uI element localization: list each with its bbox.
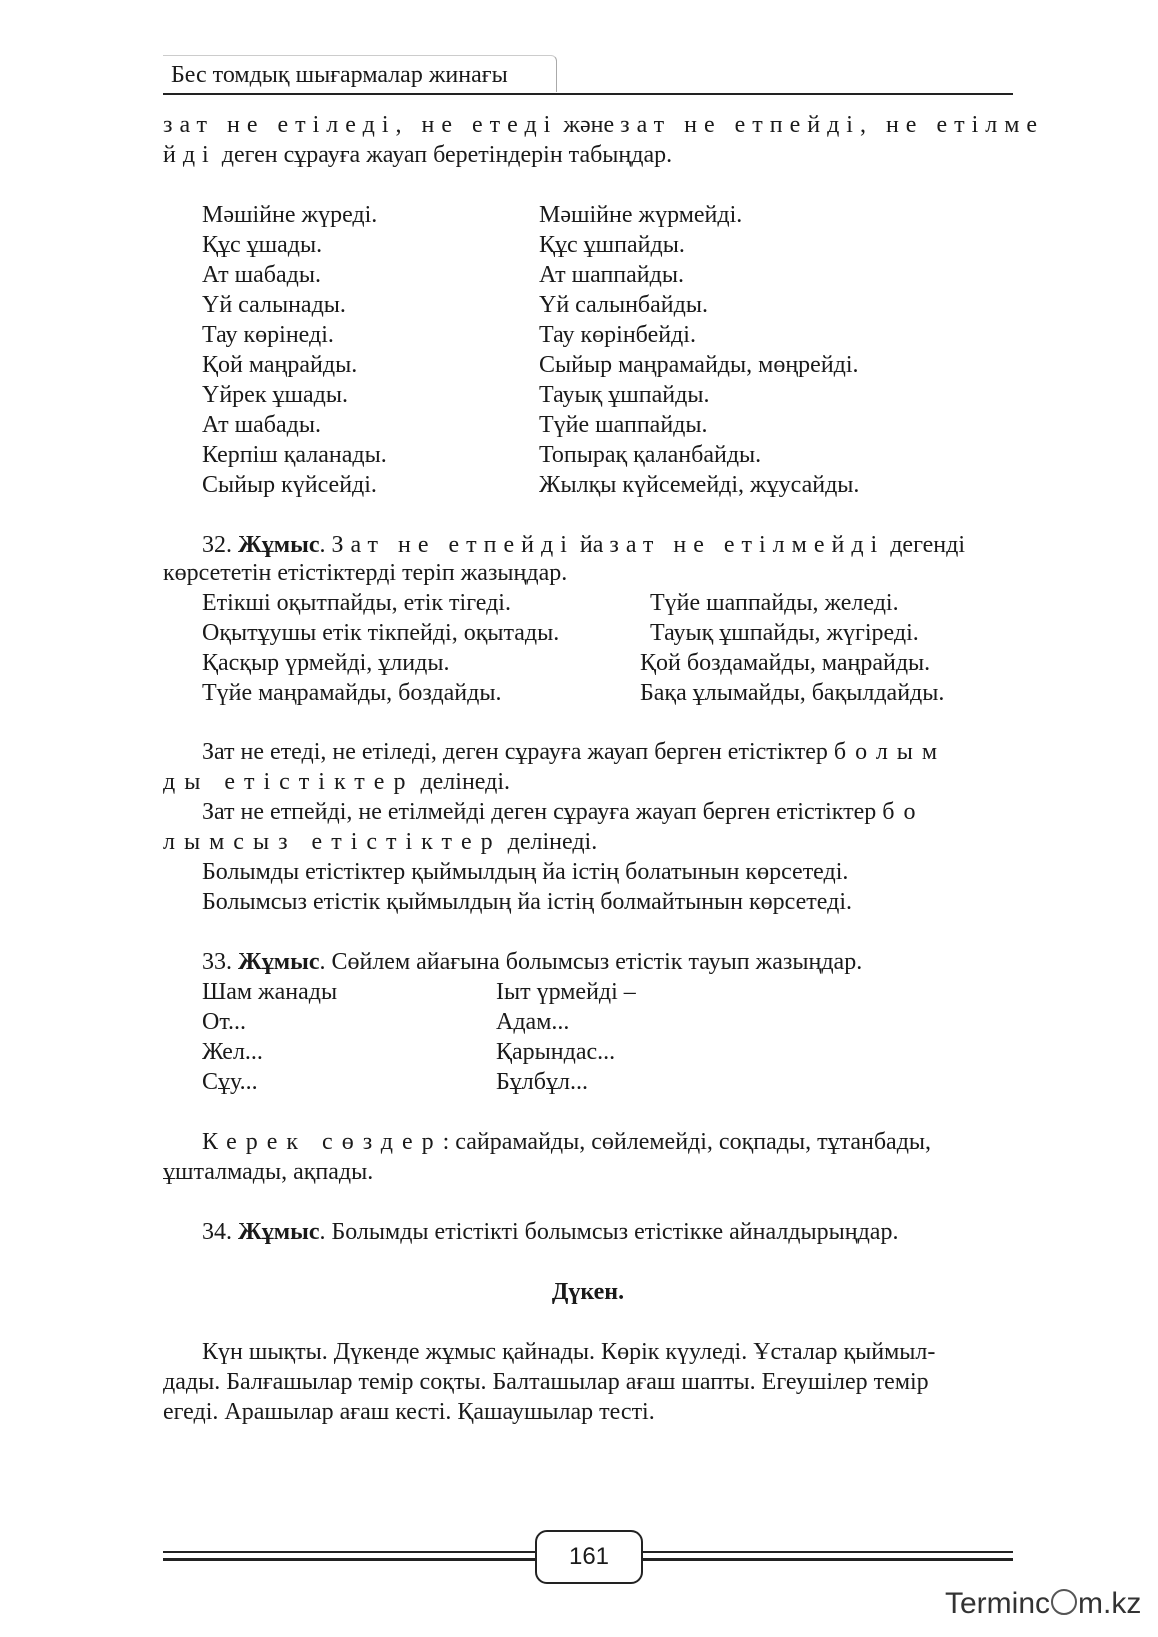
intro-line-2 [163, 143, 672, 167]
page-number-badge [535, 1530, 643, 1584]
rule-paragraph-1 [202, 740, 946, 764]
pair-left: Мәшійне жүреді. [202, 202, 378, 228]
exercise-label: Жұмыс [238, 1219, 320, 1245]
spaced-phrase: зат не етілмейді [609, 532, 885, 558]
pair-right: Қарындас... [496, 1039, 616, 1065]
exercise-33-heading [202, 950, 862, 974]
pair-right: Мәшійне жүрмейді. [539, 202, 743, 228]
pair-left: Шам жанады [202, 979, 338, 1005]
exercise-label: Жұмыс [238, 532, 320, 558]
pair-left: Етікші оқытпайды, етік тігеді. [202, 590, 511, 616]
page-number: 161 [568, 1543, 610, 1570]
rule-paragraph-2-line-2 [163, 830, 597, 854]
exercise-label: Жұмыс [238, 949, 320, 975]
pair-right: Бақа ұлымайды, бақылдайды. [640, 680, 945, 706]
spaced-phrase: Керек сөздер [202, 1129, 443, 1155]
pair-left: Түйе маңрамайды, боздайды. [202, 680, 502, 706]
needed-words: : сайрамайды, сөйлемейді, соқпады, тұтанбады, [442, 1129, 932, 1155]
site-watermark [945, 1587, 1141, 1621]
exercise-34-heading [202, 1220, 898, 1244]
story-line-2: дады. Балғашылар темір соқты. Балташылар ағаш шапты. Егеушілер темір [163, 1369, 929, 1395]
exercise-32-line-2: көрсететін етістіктерді теріп жазыңдар. [163, 560, 568, 586]
pair-right: Тау көрінбейді. [539, 322, 696, 348]
book-title: Бес томдық шығармалар жинағы [171, 62, 508, 88]
pair-left: Үйрек ұшады. [202, 382, 348, 408]
pair-left: Ат шабады. [202, 262, 321, 288]
needed-words-line-1 [202, 1130, 931, 1154]
pair-right: Тауық ұшпайды, жүгіреді. [650, 620, 919, 646]
pair-right: Бұлбұл... [496, 1069, 588, 1095]
pair-left: Сұу... [202, 1069, 258, 1095]
pair-left: Құс ұшады. [202, 232, 323, 258]
pair-right: Адам... [496, 1009, 570, 1035]
spaced-phrase: Зат не етпейді [331, 532, 574, 558]
pair-left: Ат шабады. [202, 412, 321, 438]
rule-paragraph-3: Болымды етістіктер қыймылдың йа істің болатынын көрсетеді. [202, 859, 849, 885]
spaced-phrase: ды етістіктер [163, 769, 415, 795]
rule-text: делінеді. [420, 769, 511, 795]
pair-left: От... [202, 1009, 247, 1035]
rule-text: Зат не етеді, не етіледі, деген сұрауға жауап берген етістіктер [202, 739, 828, 765]
story-line-1: Күн шықты. Дүкенде жұмыс қайнады. Көрік күуледі. Ұсталар қыймыл- [202, 1339, 936, 1365]
exercise-text: йа [579, 532, 604, 558]
pair-right: Түйе шаппайды. [539, 412, 708, 438]
pair-left: Керпіш қаланады. [202, 442, 387, 468]
watermark-prefix: Terminc [945, 1587, 1051, 1620]
exercise-text: . Болымды етістікті болымсыз етістікке айналдырыңдар. [319, 1219, 899, 1245]
pair-right: Ат шаппайды. [539, 262, 684, 288]
running-header [163, 55, 1013, 95]
exercise-text: . Сөйлем айағына болымсыз етістік тауып жазыңдар. [319, 949, 863, 975]
pair-left: Жел... [202, 1039, 263, 1065]
header-rule [163, 93, 1013, 95]
pair-right: Жылқы күйсемейді, жұусайды. [539, 472, 860, 498]
exercise-number: 34. [202, 1219, 232, 1245]
spaced-phrase: болым [833, 739, 947, 765]
exercise-number: 32. [202, 532, 232, 558]
exercise-32-heading: 32. Жұмыс. Зат не етпейді йа зат не етілмейді дегенді [202, 532, 965, 558]
pair-right: Сыйыр маңрамайды, мөңрейді. [539, 352, 859, 378]
magnifier-icon [1051, 1589, 1077, 1615]
story-line-3: егеді. Арашылар ағаш кесті. Қашаушылар тесті. [163, 1399, 655, 1425]
header-tab [163, 55, 557, 92]
rule-text: делінеді. [507, 829, 598, 855]
pair-right: Түйе шаппайды, желеді. [650, 590, 899, 616]
pair-left: Тау көрінеді. [202, 322, 334, 348]
pair-right: Үй салынбайды. [539, 292, 708, 318]
rule-paragraph-1-line-2 [163, 770, 510, 794]
intro-text: деген сұрауға жауап беретіндерін табыңдар. [221, 142, 673, 168]
exercise-text: дегенді [890, 532, 965, 558]
rule-paragraph-2 [202, 800, 924, 824]
story-title: Дүкен. [551, 1279, 625, 1305]
rule-text: Зат не етпейді, не етілмейді деген сұрауға жауап берген етістіктер [202, 799, 877, 825]
spaced-phrase: зат не етіледі, не етеді [163, 112, 558, 138]
pair-left: Үй салынады. [202, 292, 346, 318]
spaced-phrase: зат не етпейді, не етілме [620, 112, 1045, 138]
needed-words-line-2: ұшталмады, ақпады. [163, 1159, 374, 1185]
rule-paragraph-4: Болымсыз етістік қыймылдың йа істің болмайтынын көрсетеді. [202, 889, 852, 915]
pair-left: Оқытұушы етік тікпейді, оқытады. [202, 620, 560, 646]
pair-right: Топырақ қаланбайды. [539, 442, 762, 468]
pair-left: Қой маңрайды. [202, 352, 358, 378]
watermark-suffix: m.kz [1078, 1587, 1142, 1620]
intro-line-1 [163, 113, 1044, 137]
spaced-phrase: йді [163, 142, 216, 168]
pair-right: Құс ұшпайды. [539, 232, 685, 258]
exercise-number: 33. [202, 949, 232, 975]
pair-left: Қасқыр үрмейді, ұлиды. [202, 650, 450, 676]
pair-right: Қой боздамайды, маңрайды. [640, 650, 931, 676]
pair-right: Іыт үрмейді – [496, 979, 636, 1005]
spaced-phrase: лымсыз етістіктер [163, 829, 502, 855]
intro-conjunction: және [563, 112, 615, 138]
spaced-phrase: бо [882, 799, 925, 825]
pair-right: Тауық ұшпайды. [539, 382, 710, 408]
pair-left: Сыйыр күйсейді. [202, 472, 377, 498]
